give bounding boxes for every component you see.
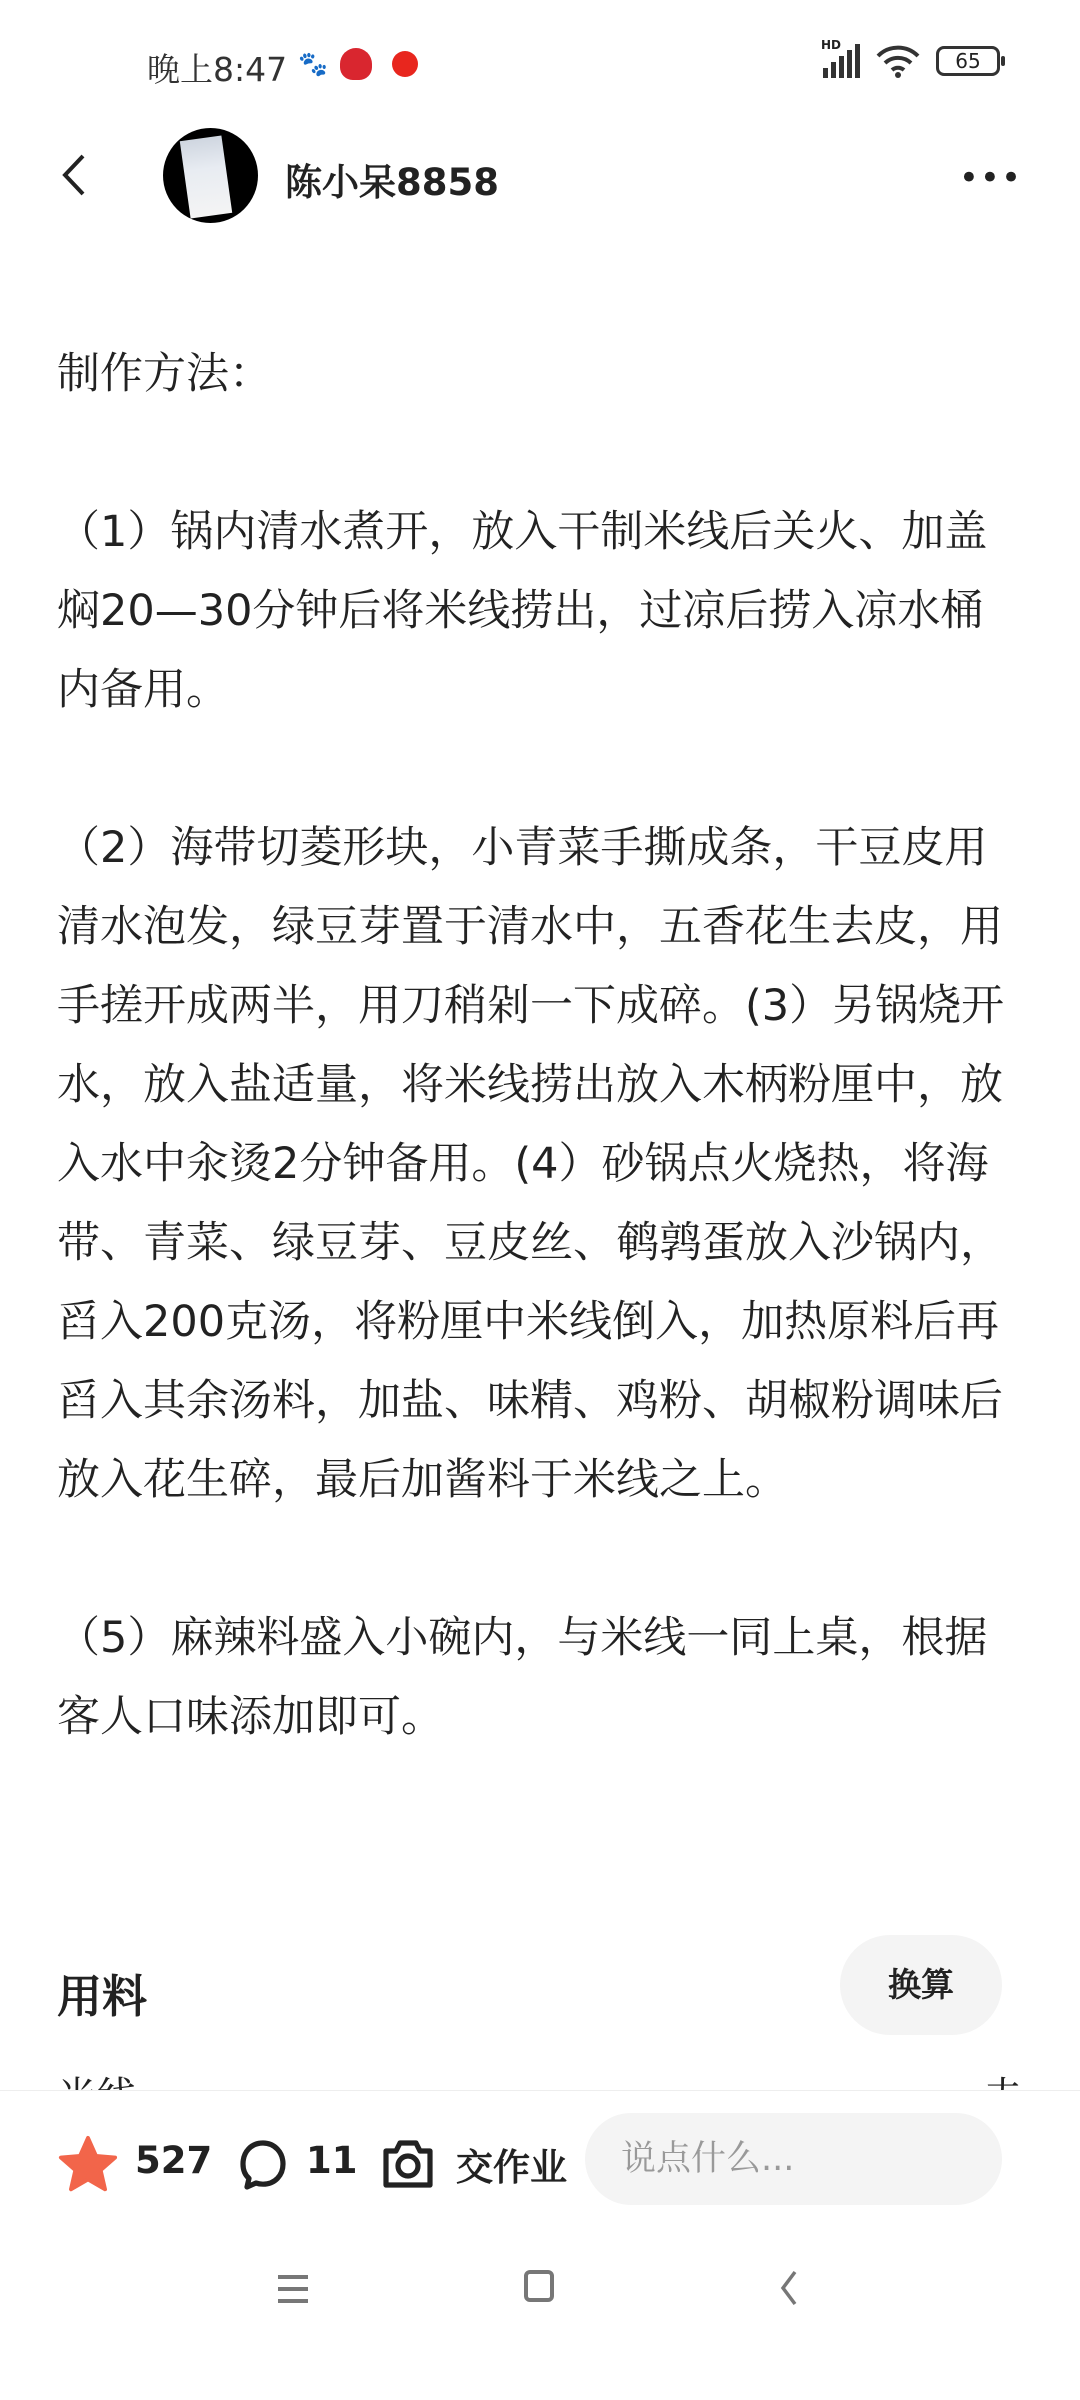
- recipe-steps: [57, 335, 1023, 1836]
- wifi-icon: [876, 44, 920, 78]
- star-icon[interactable]: [57, 2134, 119, 2196]
- bottom-action-bar: [0, 2090, 1080, 2240]
- comment-input[interactable]: 说点什么...: [585, 2113, 1002, 2205]
- like-count[interactable]: 527: [135, 2139, 213, 2182]
- red-play-icon: [392, 51, 418, 77]
- hd-label: HD: [821, 38, 842, 52]
- comment-icon[interactable]: [235, 2136, 291, 2194]
- username[interactable]: 陈小呆8858: [285, 161, 499, 204]
- more-icon[interactable]: •••: [958, 158, 1022, 198]
- convert-button[interactable]: 换算: [840, 1935, 1002, 2035]
- battery-icon: 65: [936, 46, 1000, 76]
- back-icon[interactable]: [55, 150, 95, 200]
- baidu-icon: 🐾: [298, 50, 328, 78]
- top-bar: [0, 120, 1080, 235]
- steps-heading: 制作方法：: [57, 349, 272, 399]
- system-nav-bar: [0, 2240, 1080, 2400]
- nav-back-icon[interactable]: [775, 2268, 805, 2308]
- avatar[interactable]: [163, 128, 258, 223]
- ingredients-title: 用料: [57, 1970, 148, 2023]
- camera-icon[interactable]: [378, 2133, 438, 2193]
- signal-icon: [821, 38, 860, 78]
- comment-count[interactable]: 11: [306, 2139, 358, 2182]
- status-time: 晚上8:47: [147, 50, 288, 89]
- 618-icon: [340, 48, 372, 80]
- step-paragraph: （2）海带切菱形块，小青菜手撕成条，干豆皮用清水泡发，绿豆芽置于清水中，五香花生去皮，用手搓开成两半，用刀稍剁一下成碎。(3）另锅烧开水，放入盐适量，将米线捞出放入木柄粉厘中，放入水中汆烫2分钟备用。(4）砂锅点火烧热，将海带、青菜、绿豆芽、豆皮丝、鹌鹑蛋放入沙锅内，舀入200克汤，将粉厘中米线倒入，加热原料后再舀入其余汤料，加盐、味精、鸡粉、胡椒粉调味后放入花生碎，最后加酱料于米线之上。: [57, 823, 1005, 1505]
- ingredient-row: [57, 2072, 1023, 2092]
- status-bar: [0, 0, 1080, 130]
- menu-icon[interactable]: [278, 2275, 308, 2303]
- step-paragraph: （5）麻辣料盛入小碗内，与米线一同上桌，根据客人口味添加即可。: [57, 1613, 988, 1742]
- home-icon[interactable]: [524, 2270, 554, 2302]
- step-paragraph: （1）锅内清水煮开，放入干制米线后关火、加盖焖20—30分钟后将米线捞出，过凉后捞入凉水桶内备用。: [57, 507, 988, 715]
- homework-button[interactable]: 交作业: [456, 2146, 567, 2189]
